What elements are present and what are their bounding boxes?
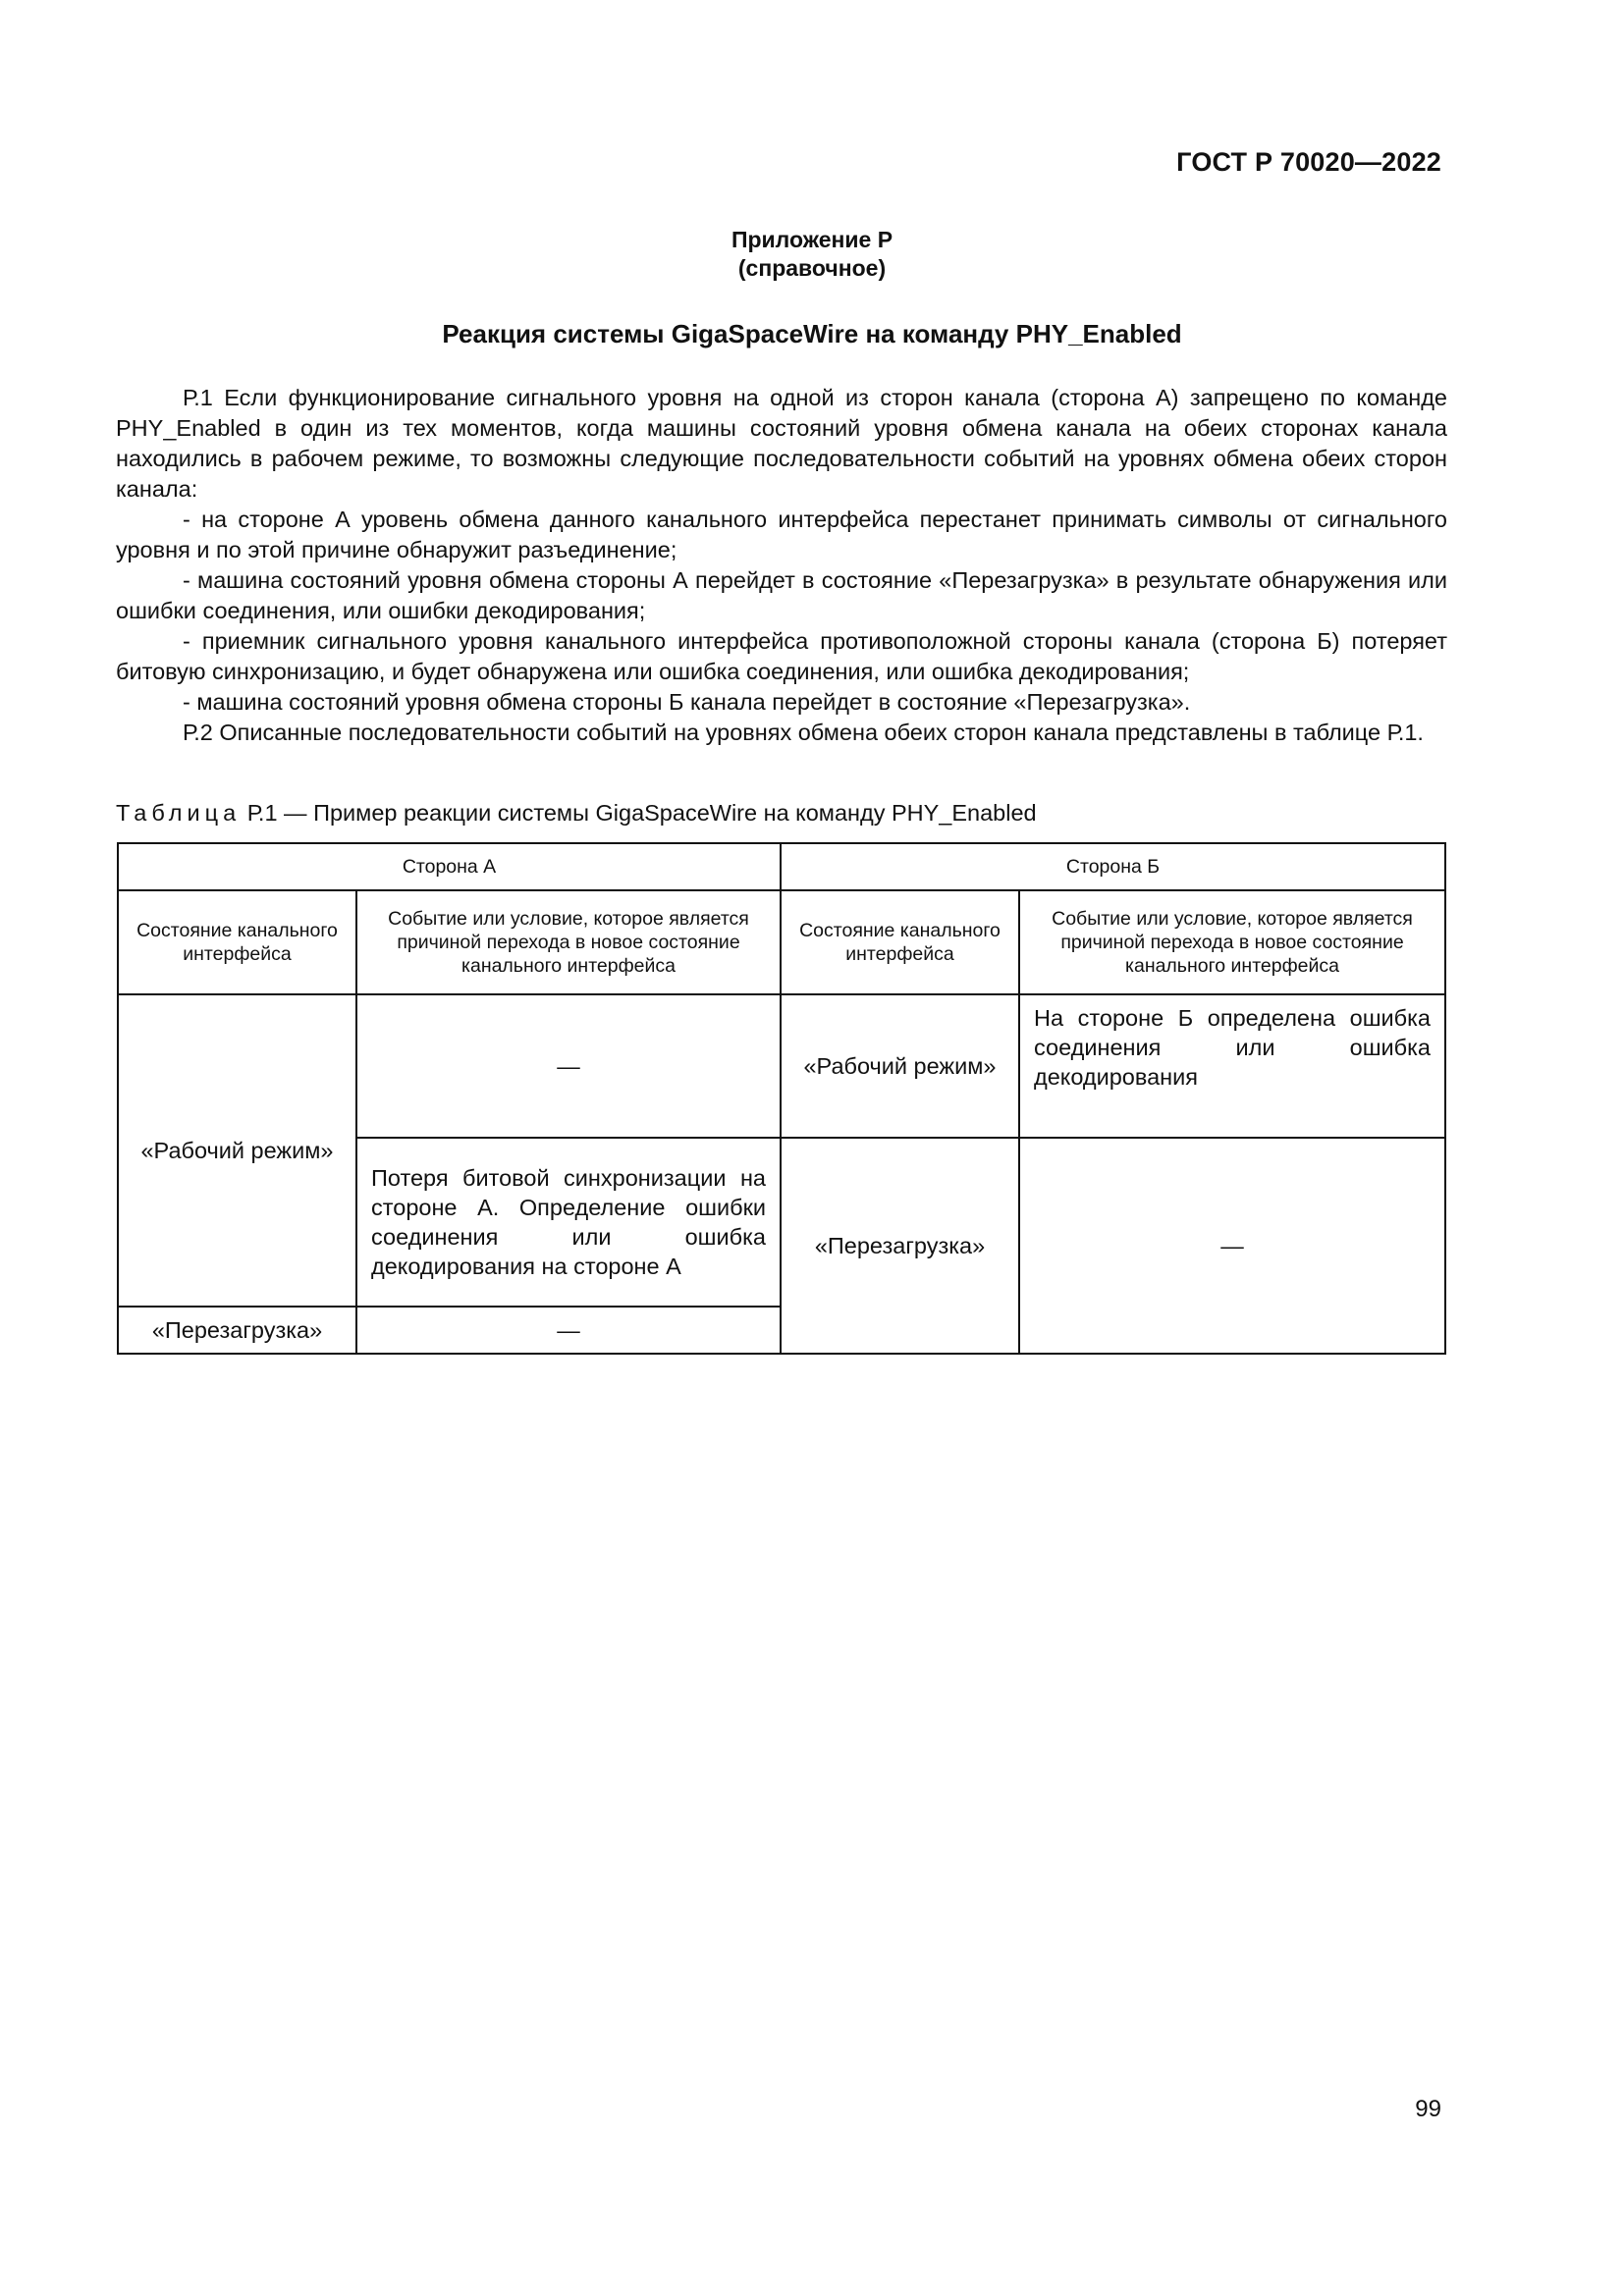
document-code: ГОСТ Р 70020—2022 <box>1176 147 1441 177</box>
group-header-side-b: Сторона Б <box>781 843 1445 890</box>
table-row <box>118 994 1445 1138</box>
table-cell: На стороне Б определена ошибка соединения или ошибка декодирования <box>1019 994 1445 1138</box>
list-item: - машина состояний уровня обмена стороны А перейдет в состояние «Перезагрузка» в результате обнаружения или ошибки соединения, или ошибки декодирования; <box>116 567 1447 623</box>
column-header: Событие или условие, которое является причиной перехода в новое состояние канального интерфейса <box>356 890 781 994</box>
table-caption <box>116 800 1037 827</box>
body-text <box>116 383 1447 748</box>
table-cell: «Перезагрузка» <box>118 1307 356 1354</box>
table-cell: «Рабочий режим» <box>781 994 1019 1138</box>
paragraph: Р.2 Описанные последовательности событий на уровнях обмена обеих сторон канала представлены в таблице Р.1. <box>183 720 1424 745</box>
annex-title: Приложение Р <box>731 227 893 252</box>
annex-block <box>0 226 1624 283</box>
group-header-side-a: Сторона А <box>118 843 781 890</box>
column-header: Состояние канального интерфейса <box>118 890 356 994</box>
table-caption-text: Р.1 — Пример реакции системы GigaSpaceWire на команду PHY_Enabled <box>246 800 1037 826</box>
table-group-header-row <box>118 843 1445 890</box>
table-caption-label: Таблица <box>116 800 242 826</box>
table-cell: Потеря битовой синхронизации на стороне А. Определение ошибки соединения или ошибка декодирования на стороне А <box>356 1138 781 1307</box>
table-column-header-row <box>118 890 1445 994</box>
table-cell: «Перезагрузка» <box>781 1138 1019 1354</box>
annex-status: (справочное) <box>737 255 887 281</box>
table-cell: — <box>356 994 781 1138</box>
paragraph: Р.1 Если функционирование сигнального уровня на одной из сторон канала (сторона А) запрещено по команде PHY_Enabled в один из тех моментов, когда машины состояний уровня обмена канала на обеих сторонах канала находились в рабочем режиме, то возможны следующие последовательности событий на уровнях обмена обеих сторон канала: <box>116 385 1447 502</box>
reaction-table <box>117 842 1446 1355</box>
table-cell: — <box>356 1307 781 1354</box>
table-cell: «Рабочий режим» <box>118 994 356 1307</box>
column-header: Событие или условие, которое является причиной перехода в новое состояние канального интерфейса <box>1019 890 1445 994</box>
column-header: Состояние канального интерфейса <box>781 890 1019 994</box>
list-item: - на стороне А уровень обмена данного канального интерфейса перестанет принимать символы от сигнального уровня и по этой причине обнаружит разъединение; <box>116 507 1447 562</box>
list-item: - приемник сигнального уровня канального интерфейса противоположной стороны канала (сторона Б) потеряет битовую синхронизацию, и будет обнаружена или ошибка соединения, или ошибка декодирования; <box>116 628 1447 684</box>
page-number: 99 <box>1415 2096 1441 2122</box>
table-cell: — <box>1019 1138 1445 1354</box>
list-item: - машина состояний уровня обмена стороны Б канала перейдет в состояние «Перезагрузка». <box>183 689 1191 715</box>
section-heading: Реакция системы GigaSpaceWire на команду PHY_Enabled <box>442 319 1182 348</box>
